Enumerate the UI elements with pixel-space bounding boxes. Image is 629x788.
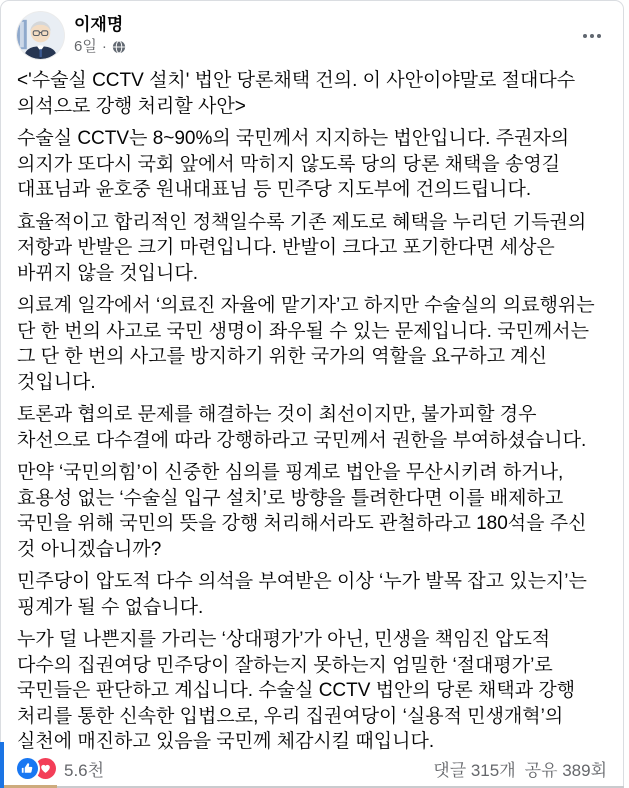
- ellipsis-dot: [583, 34, 587, 38]
- post-paragraph: 수술실 CCTV는 8~90%의 국민께서 지지하는 법안입니다. 주권자의 의지가 또다시 국회 앞에서 막히지 않도록 당의 당론 채택을 송영길 대표님과 윤호중 원내대표님 등 민주당 지도부에 건의드립니다.: [17, 128, 570, 200]
- post-paragraph: 의료계 일각에서 ‘의료진 자율에 맡기자’고 하지만 수술실의 의료행위는 단 한 번의 사고로 국민 생명이 좌우될 수 있는 문제입니다. 국민께서는 그 단 한 번의 사고를 방지하기 위한 국가의 역할을 요구하고 계신 것입니다.: [17, 295, 595, 393]
- comments-count[interactable]: 댓글 315개: [433, 761, 516, 780]
- post-paragraph: 누가 덜 나쁜지를 가리는 ‘상대평가’가 아닌, 민생을 책임진 압도적 다수의 집권여당 민주당이 잘하는지 못하는지 엄밀한 ‘절대평가’로 국민들은 판단하고 계십니다. 수술실 CCTV 법안의 당론 채택과 강행 처리를 통한 신속한 입법으로, 우리 집권여당이 ‘실용적 민생개혁’의 실천에 매진하고 있음을 국민께 체감시킬 때입니다.: [17, 629, 576, 752]
- post-paragraph: 만약 ‘국민의힘’이 신중한 심의를 핑계로 법안을 무산시키려 하거나, 효용성 없는 ‘수술실 입구 설치’로 방향을 틀려한다면 이를 배제하고 국민을 위해 국민의 뜻을 강행 처리해서라도 관철하라고 180석을 주신 것 아니겠습니까?: [17, 462, 587, 560]
- header-meta: [74, 12, 579, 56]
- avatar-portrait: [17, 12, 64, 59]
- post-paragraph: 효율적이고 합리적인 정책일수록 기존 제도로 혜택을 누리던 기득권의 저항과 반발은 크기 마련입니다. 반발이 크다고 포기한다면 세상은 바뀌지 않을 것입니다.: [17, 211, 587, 284]
- post-header: [1, 1, 623, 59]
- engagement-counts: [433, 756, 607, 781]
- ellipsis-dot: [597, 34, 601, 38]
- reaction-count[interactable]: 5.6천: [64, 761, 105, 780]
- post-paragraph: 토론과 협의로 문제를 해결하는 것이 최선이지만, 불가피할 경우 차선으로 다수결에 따라 강행하라고 국민께서 권한을 부여하셨습니다.: [17, 404, 587, 451]
- author-name[interactable]: 이재명: [74, 15, 124, 34]
- post-menu-button[interactable]: [579, 24, 605, 48]
- shares-count[interactable]: 공유 389회: [524, 761, 607, 780]
- ellipsis-dot: [590, 34, 594, 38]
- like-thumbs-up-icon: [17, 758, 38, 779]
- post-content: [1, 68, 623, 755]
- post-paragraph: 민주당이 압도적 다수 의석을 부여받은 이상 ‘누가 발목 잡고 있는지’는 핑계가 될 수 없습니다.: [17, 571, 587, 618]
- love-heart-icon: [35, 758, 56, 779]
- post-footer: [1, 756, 623, 781]
- avatar[interactable]: [17, 12, 64, 59]
- left-edge-highlight-bar: [0, 742, 4, 788]
- timestamp[interactable]: 6일: [74, 38, 97, 55]
- post-meta-line: [74, 38, 579, 56]
- globe-public-icon: [112, 40, 126, 54]
- reactions-summary[interactable]: [17, 756, 104, 781]
- post-paragraph-title: <'수술실 CCTV 설치' 법안 당론채택 건의. 이 사안이야말로 절대다수 의석으로 강행 처리할 사안>: [17, 70, 576, 117]
- meta-separator: ·: [101, 38, 107, 55]
